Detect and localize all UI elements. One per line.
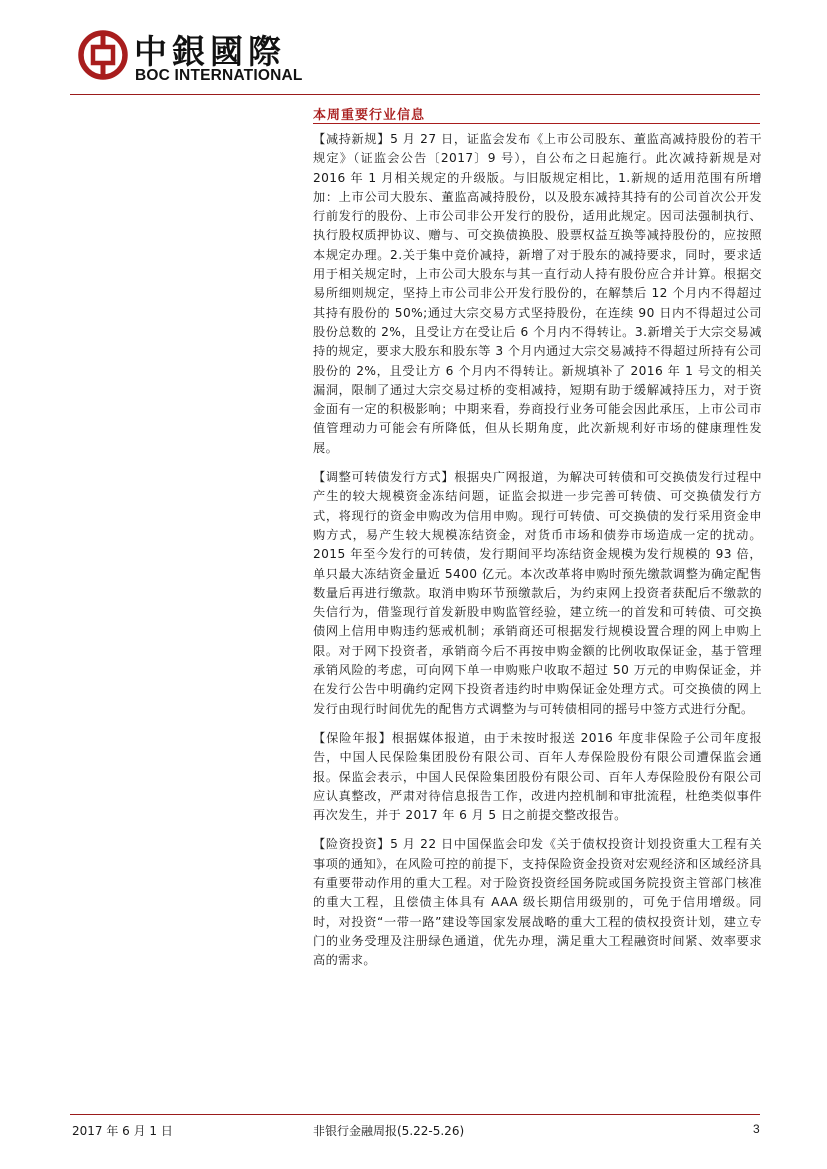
paragraph-insurance-report: 【保险年报】根据媒体报道，由于未按时报送 2016 年度非保险子公司年度报告，中国人民保险集团股份有限公司、百年人寿保险股份有限公司遭保监会通报。保监会表示，中国人民保险集团股份有限公司、百年人寿保险股份有限公司应认真整改，严肃对待信息报告工作，改进内控机制和审批流程，杜绝类似事件再次发生，并于 2017 年 6 月 5 日之前提交整改报告。	[313, 730, 762, 823]
header-divider	[70, 94, 760, 95]
footer-report-title: 非银行金融周报(5.22-5.26)	[313, 1124, 465, 1138]
paragraph-insurance-investment: 【险资投资】5 月 22 日中国保监会印发《关于债权投资计划投资重大工程有关事项的通知》，在风险可控的前提下，支持保险资金投资对宏观经济和区域经济具有重要带动作用的重大工程。对于险资投资经国务院或国务院投资主管部门核准的重大工程，且偿债主体具有 AAA 级长期信用级别的，可免于信用增级。同时，对投资“一带一路”建设等国家发展战略的重大工程的债权投资计划，建立专门的业务受理及注册绿色通道，优先办理，满足重大工程融资时间紧、效率要求高的需求。	[313, 837, 762, 968]
article-body	[313, 130, 762, 980]
boc-international-logo	[78, 30, 318, 86]
logo-english-text: BOC INTERNATIONAL	[135, 67, 303, 84]
paragraph-convertible-bond: 【调整可转债发行方式】根据央广网报道，为解决可转债和可交换债发行过程中产生的较大规模资金冻结问题，证监会拟进一步完善可转债、可交换债发行方式，将现行的资金申购改为信用申购。现行可转债、可交换债的发行采用资金申购方式，易产生较大规模冻结资金，对货币市场和债券市场造成一定的扰动。2015 年至今发行的可转债，发行期间平均冻结资金规模为发行规模的 93 倍，单只最大冻结资金量近 5400 亿元。本次改革将申购时预先缴款调整为确定配售数量后再进行缴款。取消申购环节预缴款后，为约束网上投资者获配后不缴款的失信行为，借鉴现行首发新股申购监管经验，建立统一的首发和可转债、可交换债网上信用申购违约惩戒机制；承销商还可根据发行规模设置合理的网上申购上限。对于网下投资者，承销商今后不再按申购金额的比例收取保证金，基于管理承销风险的考虑，可向网下单一申购账户收取不超过 50 万元的申购保证金，并在发行公告中明确约定网下投资者违约时申购保证金处理方式。可交换债的网上发行由现行时间优先的配售方式调整为与可转债相同的摇号中签方式进行分配。	[313, 470, 762, 716]
footer-divider	[70, 1114, 760, 1115]
section-title-underline	[313, 123, 760, 124]
boc-logo-icon	[78, 30, 128, 80]
section-title: 本周重要行业信息	[313, 108, 426, 123]
page-number: 3	[753, 1122, 760, 1136]
paragraph-reduction-rules: 【减持新规】5 月 27 日，证监会发布《上市公司股东、董监高减持股份的若干规定》（证监会公告〔2017〕9 号），自公布之日起施行。此次减持新规是对 2016 年 1 月相关规定的升级版。与旧版规定相比，1.新规的适用范围有所增加：上市公司大股东、董监高减持股份，以及股东减持其持有的公司首次公开发行前发行的股份、上市公司非公开发行的股份，适用此规定。因司法强制执行、执行股权质押协议、赠与、可交换债换股、股票权益互换等减持股份的，应按照本规定办理。2.关于集中竞价减持，新增了对于股东的减持要求，同时，要求适用于相关规定时，上市公司大股东与其一直行动人持有股份应合并计算。根据交易所细则规定，坚持上市公司非公开发行股份的，在解禁后 12 个月内不得超过其持有股份的 50%;通过大宗交易方式坚持股份，在连续 90 日内不得超过公司股份总数的 2%，且受让方在受让后 6 个月内不得转让。3.新增关于大宗交易减持的规定，要求大股东和股东等 3 个月内通过大宗交易减持不得超过所持有公司股份的 2%，且受让方 6 个月内不得转让。新规填补了 2016 年 1 号文的相关漏洞，限制了通过大宗交易过桥的变相减持，短期有助于缓解减持压力，对于资金面有一定的积极影响；中期来看，券商投行业务可能会因此承压，上市公司市值管理动力可能会有所降低，但从长期角度，此次新规利好市场的健康理性发展。	[313, 132, 762, 455]
footer-date: 2017 年 6 月 1 日	[72, 1124, 173, 1138]
logo-chinese-text: 中銀國際	[134, 32, 286, 71]
